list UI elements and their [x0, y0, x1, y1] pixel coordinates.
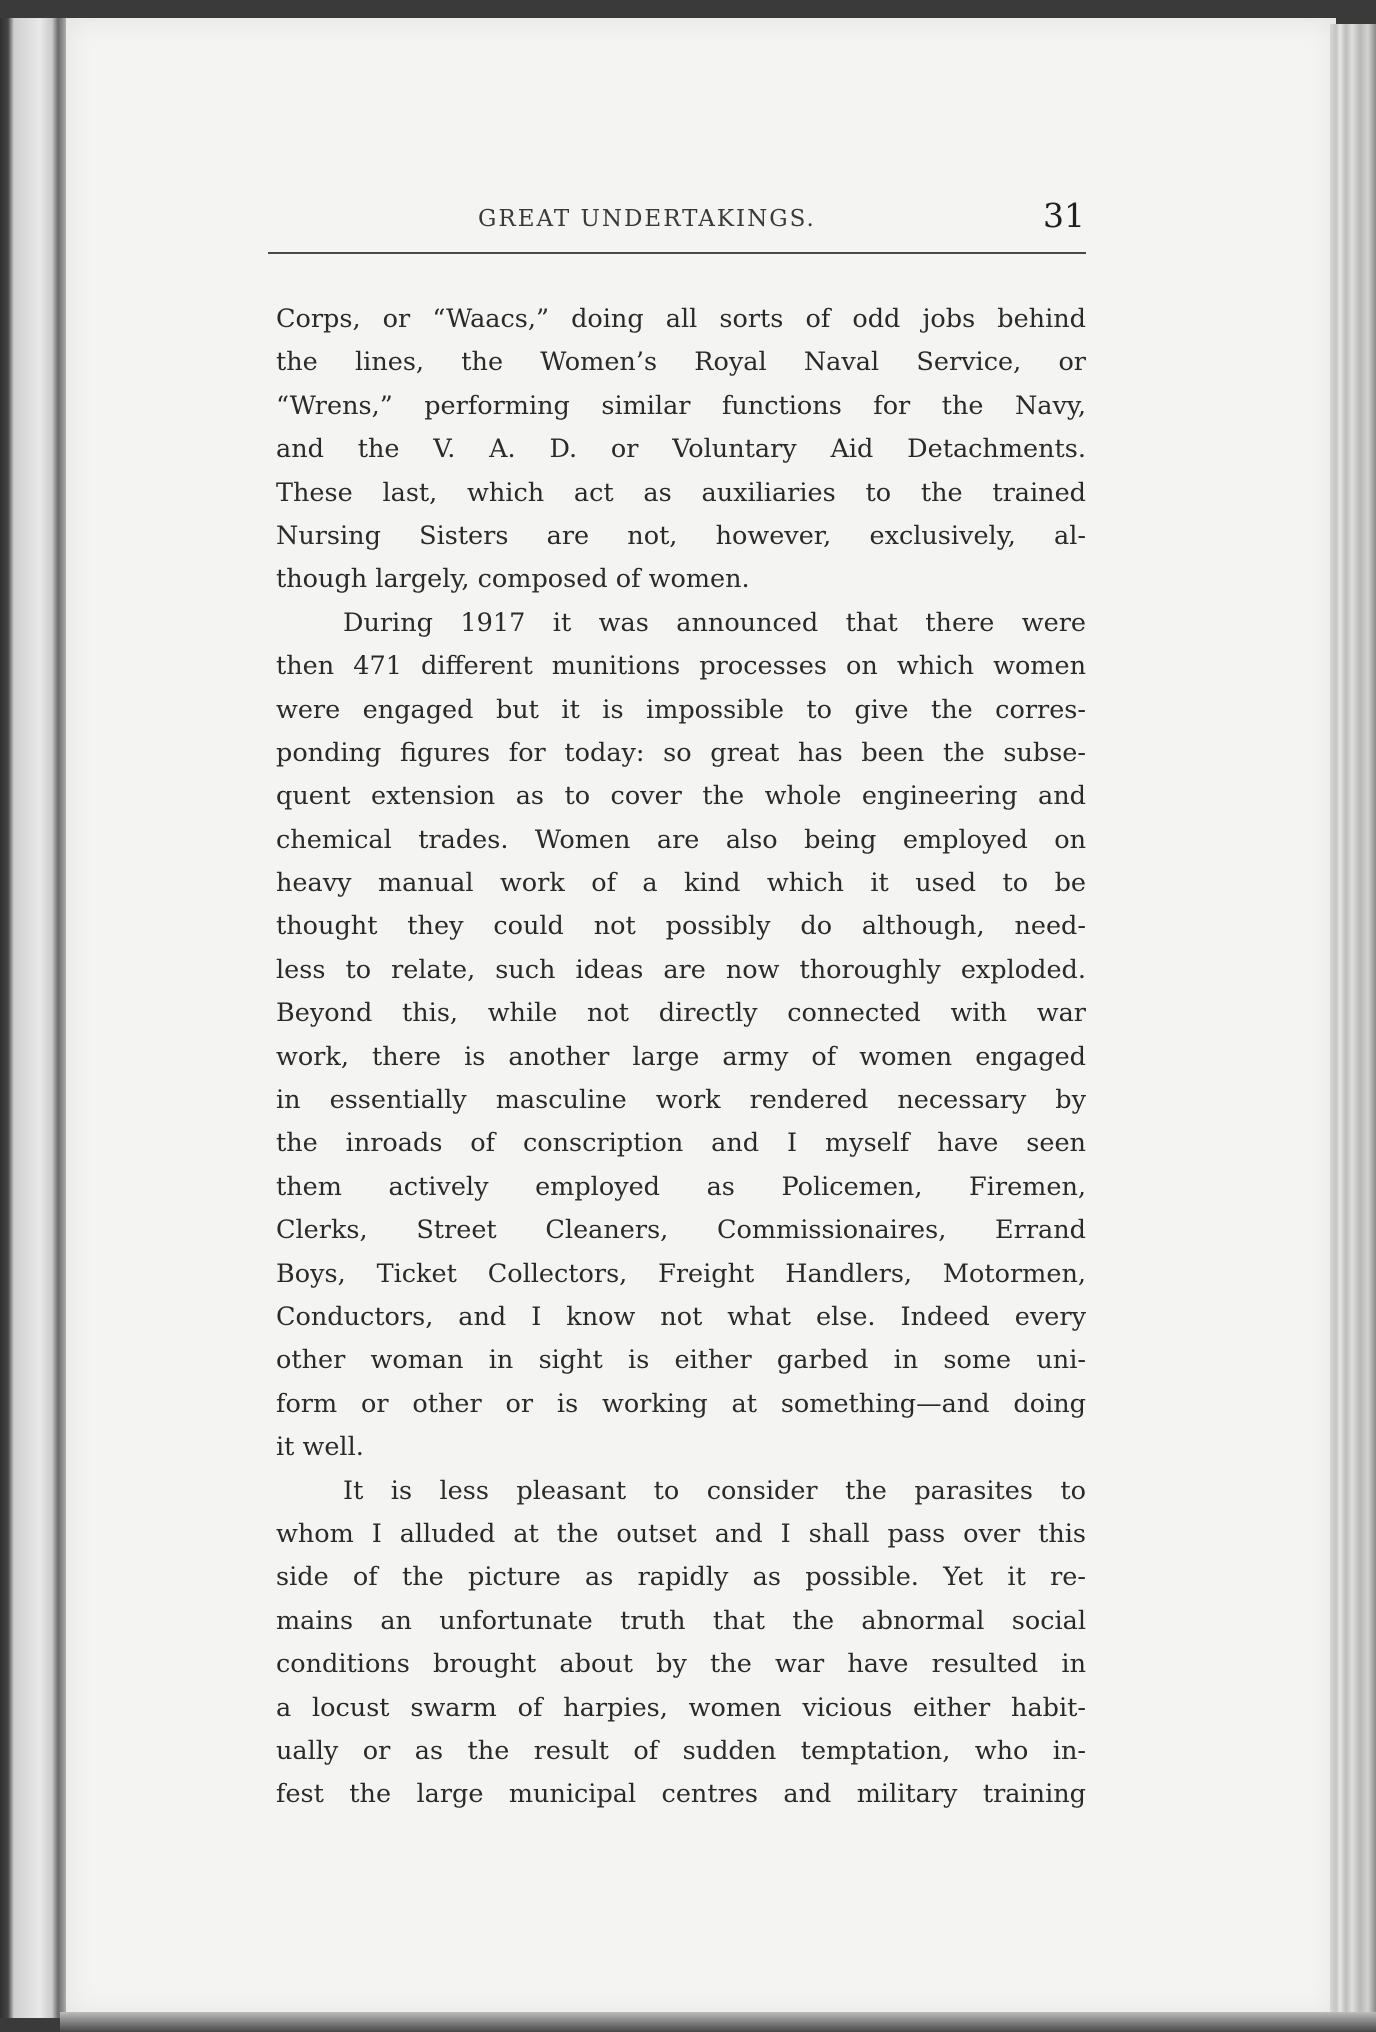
text-line: Nursing Sisters are not, however, exclusively, al-: [276, 520, 1086, 551]
text-line: “Wrens,” performing similar functions for the Navy,: [276, 390, 1086, 421]
text-line: though largely, composed of women.: [276, 564, 750, 595]
text-line: Clerks, Street Cleaners, Commissionaires, Errand: [276, 1215, 1086, 1246]
text-line: it well.: [276, 1432, 364, 1463]
text-line: Corps, or “Waacs,” doing all sorts of odd jobs behind: [276, 304, 1086, 334]
text-line: Conductors, and I know not what else. Indeed every: [276, 1301, 1086, 1332]
text-line: ually or as the result of sudden temptation, who in-: [276, 1735, 1086, 1766]
text-line: conditions brought about by the war have resulted in: [276, 1649, 1086, 1680]
text-line: thought they could not possibly do although, need-: [276, 911, 1086, 942]
text-line: heavy manual work of a kind which it used to be: [276, 868, 1086, 899]
text-line: These last, which act as auxiliaries to the trained: [276, 477, 1086, 508]
book-spine-edge: [0, 18, 70, 2018]
page-header: [270, 192, 1085, 252]
text-line: whom I alluded at the outset and I shall pass over this: [276, 1518, 1086, 1549]
text-line: them actively employed as Policemen, Firemen,: [276, 1171, 1086, 1202]
text-line: chemical trades. Women are also being employed on: [276, 824, 1086, 855]
text-line: in essentially masculine work rendered necessary by: [276, 1085, 1086, 1116]
text-line: side of the picture as rapidly as possible. Yet it re-: [276, 1562, 1086, 1593]
text-line: then 471 different munitions processes on which women: [276, 651, 1086, 682]
text-line: quent extension as to cover the whole engineering and: [276, 781, 1086, 812]
page-number: 31: [1043, 196, 1085, 235]
text-line: ponding figures for today: so great has been the subse-: [276, 737, 1086, 768]
page-stack-edge: [1330, 24, 1376, 2019]
text-line: work, there is another large army of women engaged: [276, 1041, 1086, 1072]
text-line: It is less pleasant to consider the parasites to: [343, 1475, 1086, 1506]
text-line: form or other or is working at something—and doing: [276, 1388, 1086, 1419]
text-line: During 1917 it was announced that there were: [343, 607, 1086, 638]
header-rule: [268, 252, 1086, 254]
running-head: GREAT UNDERTAKINGS.: [478, 206, 816, 232]
text-line: mains an unfortunate truth that the abnormal social: [276, 1605, 1086, 1636]
text-line: the inroads of conscription and I myself have seen: [276, 1128, 1086, 1159]
text-line: a locust swarm of harpies, women vicious either habit-: [276, 1692, 1086, 1723]
text-line: fest the large municipal centres and military training: [276, 1779, 1086, 1810]
text-line: Beyond this, while not directly connected with war: [276, 998, 1086, 1029]
text-line: and the V. A. D. or Voluntary Aid Detachments.: [276, 434, 1086, 465]
body-text: [276, 298, 1086, 1817]
text-line: less to relate, such ideas are now thoroughly exploded.: [276, 954, 1086, 985]
text-line: the lines, the Women’s Royal Naval Service, or: [276, 347, 1086, 378]
page-bottom-edge: [60, 2012, 1376, 2032]
text-line: other woman in sight is either garbed in some uni-: [276, 1345, 1086, 1376]
text-line: were engaged but it is impossible to give the corres-: [276, 694, 1086, 725]
text-line: Boys, Ticket Collectors, Freight Handlers, Motormen,: [276, 1258, 1086, 1289]
